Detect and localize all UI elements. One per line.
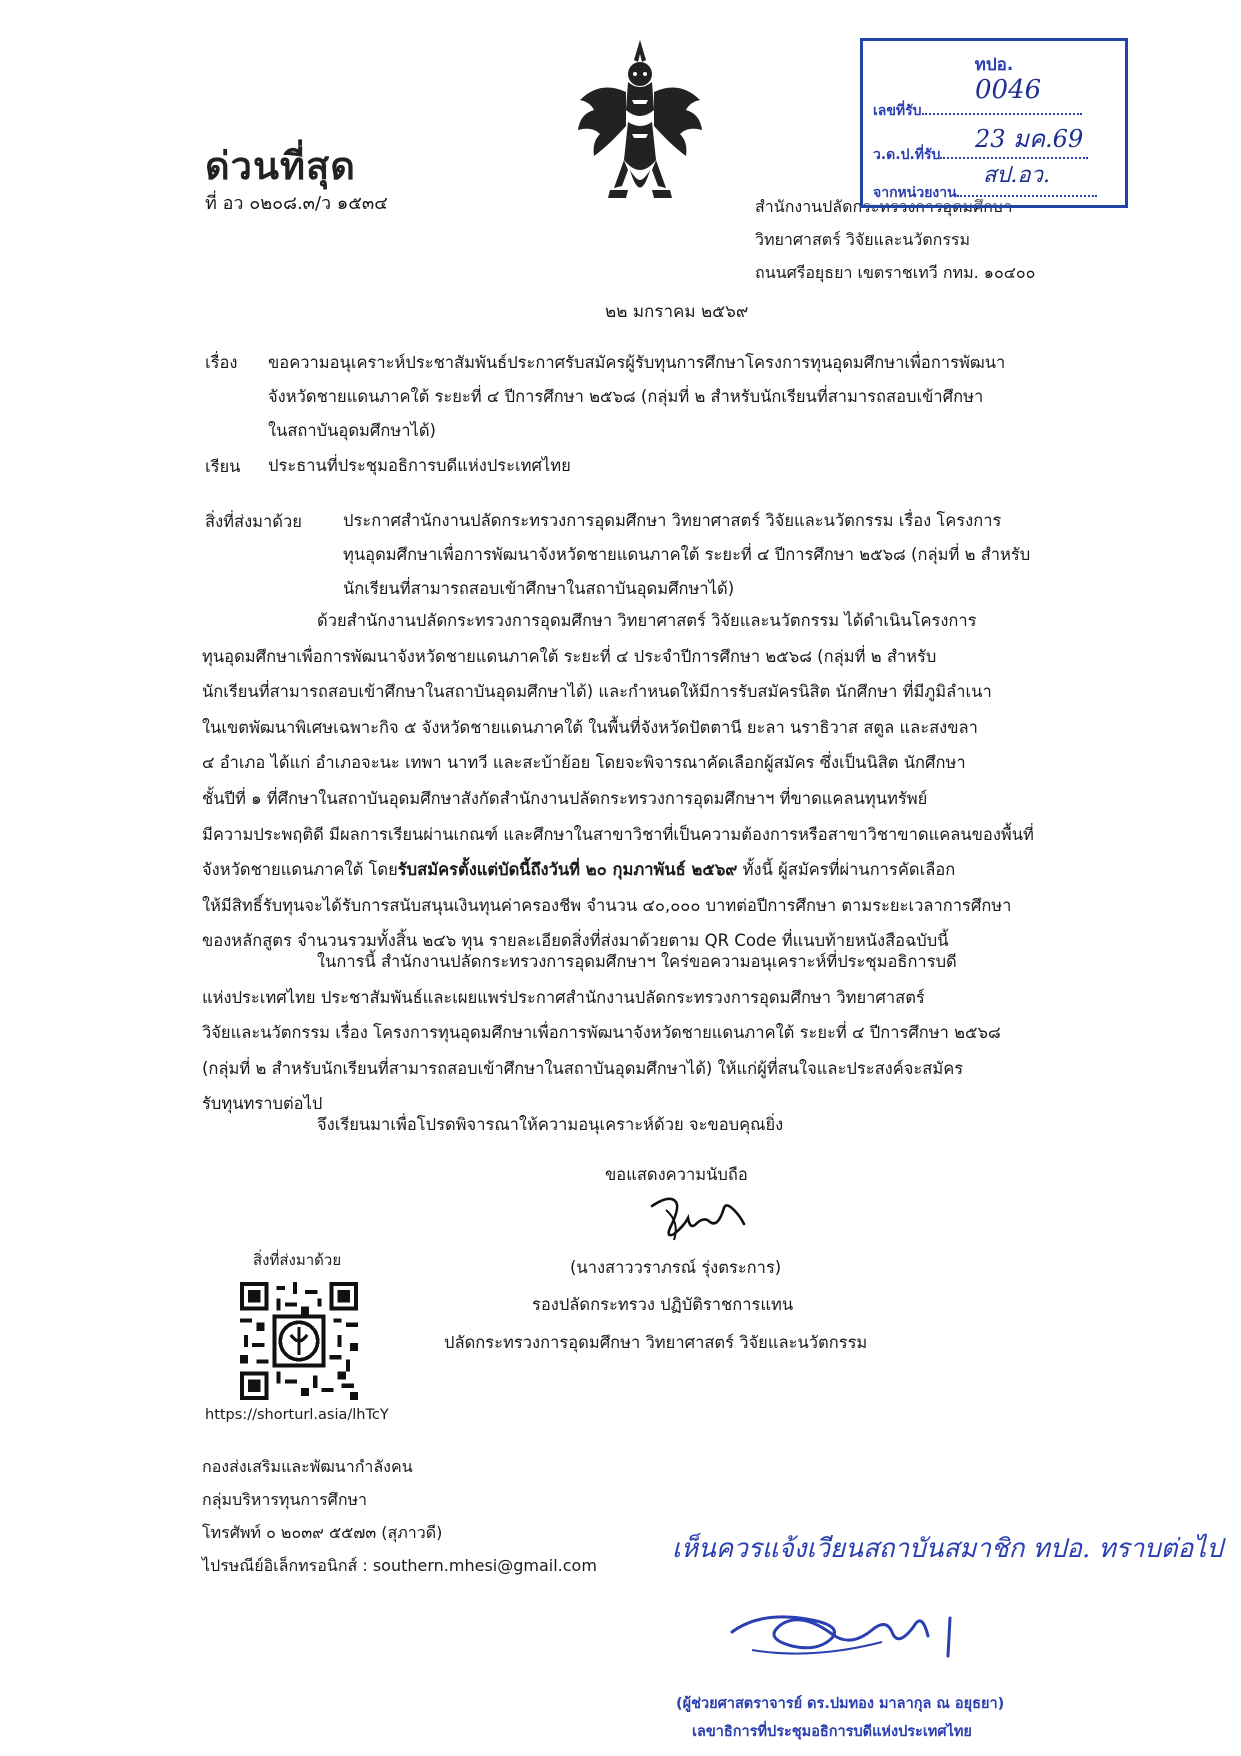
paragraph-line: ในเขตพัฒนาพิเศษเฉพาะกิจ ๕ จังหวัดชายแดนภาคใต้ ในพื้นที่จังหวัดปัตตานี ยะลา นราธิวาส สตูล และสงขลา bbox=[202, 717, 978, 737]
stamp-received-no-label: เลขที่รับ bbox=[873, 103, 922, 119]
qr-code-icon[interactable] bbox=[240, 1282, 358, 1400]
handwritten-instruction: เห็นควรแจ้งเวียนสถาบันสมาชิก ทปอ. ทราบต่อไป bbox=[672, 1534, 1223, 1564]
paragraph-line: ๔ อำเภอ ได้แก่ อำเภอจะนะ เทพา นาทวี และสะบ้าย้อย โดยจะพิจารณาคัดเลือกผู้สมัคร ซึ่งเป็นนิสิต นักศึกษา bbox=[202, 753, 966, 773]
closing-request: จึงเรียนมาเพื่อโปรดพิจารณาให้ความอนุเคราะห์ด้วย จะขอบคุณยิ่ง bbox=[317, 1115, 784, 1134]
enclosure-label: สิ่งที่ส่งมาด้วย bbox=[205, 512, 302, 531]
org-line: สำนักงานปลัดกระทรวงการอุดมศึกษา bbox=[755, 197, 1013, 216]
paragraph-line: นักเรียนที่สามารถสอบเข้าศึกษาในสถาบันอุดมศึกษาได้) และกำหนดให้มีการรับสมัครนิสิต นักศึกษา ที่มีภูมิลำเนา bbox=[202, 682, 992, 702]
subject-label: เรื่อง bbox=[205, 353, 238, 372]
enclosure-line: ทุนอุดมศึกษาเพื่อการพัฒนาจังหวัดชายแดนภาคใต้ ระยะที่ ๔ ปีการศึกษา ๒๕๖๘ (กลุ่มที่ ๒ สำหรับ bbox=[343, 545, 1031, 564]
paragraph-line-deadline bbox=[202, 852, 1092, 888]
respect-closing: ขอแสดงความนับถือ bbox=[605, 1165, 748, 1184]
org-line: วิทยาศาสตร์ วิจัยและนวัตกรรม bbox=[755, 230, 971, 249]
qr-url[interactable]: https://shorturl.asia/lhTcY bbox=[205, 1407, 389, 1423]
paragraph-line: (กลุ่มที่ ๒ สำหรับนักเรียนที่สามารถสอบเข้าศึกษาในสถาบันอุดมศึกษาได้) ให้แก่ผู้ที่สนใจและประสงค์จะสมัคร bbox=[202, 1058, 964, 1078]
paragraph-line: ของหลักสูตร จำนวนรวมทั้งสิ้น ๒๔๖ ทุน รายละเอียดสิ่งที่ส่งมาด้วยตาม QR Code ที่แนบท้ายหนังสือฉบับนี้ bbox=[202, 931, 949, 951]
contact-block bbox=[202, 1450, 597, 1582]
deadline-bold: รับสมัครตั้งแต่บัดนี้ถึงวันที่ ๒๐ กุมภาพันธ์ ๒๕๖๙ bbox=[397, 860, 738, 880]
enclosure-text bbox=[343, 504, 1030, 606]
subject-line: ในสถาบันอุดมศึกษาได้) bbox=[268, 421, 436, 440]
paragraph-line: ชั้นปีที่ ๑ ที่ศึกษาในสถาบันอุดมศึกษาสังกัดสำนักงานปลัดกระทรวงการอุดมศึกษาฯ ที่ขาดแคลนทุนทรัพย์ bbox=[202, 788, 928, 808]
stamp-received-no-value: 0046 bbox=[975, 75, 1042, 105]
org-line: ถนนศรีอยุธยา เขตราชเทวี กทม. ๑๐๔๐๐ bbox=[755, 263, 1036, 282]
deadline-suffix: ทั้งนี้ ผู้สมัครที่ผ่านการคัดเลือก bbox=[737, 860, 956, 880]
contact-line: กลุ่มบริหารทุนการศึกษา bbox=[202, 1490, 368, 1509]
signatory-title-1: รองปลัดกระทรวง ปฏิบัติราชการแทน bbox=[532, 1295, 794, 1314]
contact-line: ไปรษณีย์อิเล็กทรอนิกส์ : southern.mhesi@gmail.com bbox=[202, 1556, 597, 1575]
document-date: ๒๒ มกราคม ๒๕๖๙ bbox=[605, 302, 749, 322]
secretary-signature-mark bbox=[722, 1590, 982, 1672]
paragraph-line: ในการนี้ สำนักงานปลัดกระทรวงการอุดมศึกษาฯ ใคร่ขอความอนุเคราะห์ที่ประชุมอธิการบดี bbox=[317, 952, 957, 971]
stamp-date-value: 23 มค.69 bbox=[975, 125, 1084, 153]
paragraph-line: มีความประพฤติดี มีผลการเรียนผ่านเกณฑ์ และศึกษาในสาขาวิชาที่เป็นความต้องการหรือสาขาวิชาขาดแคลนของพื้นที่ bbox=[202, 824, 1034, 844]
paragraph-line: แห่งประเทศไทย ประชาสัมพันธ์และเผยแพร่ประกาศสำนักงานปลัดกระทรวงการอุดมศึกษา วิทยาศาสตร์ bbox=[202, 987, 925, 1007]
secretary-name: (ผู้ช่วยศาสตราจารย์ ดร.ปมทอง มาลากุล ณ อยุธยา) bbox=[676, 1696, 1005, 1712]
deadline-prefix: จังหวัดชายแดนภาคใต้ โดย bbox=[202, 860, 398, 880]
body-paragraph-2 bbox=[202, 944, 1092, 1122]
urgency-label: ด่วนที่สุด bbox=[205, 144, 356, 188]
enclosure-line: ประกาศสำนักงานปลัดกระทรวงการอุดมศึกษา วิทยาศาสตร์ วิจัยและนวัตกรรม เรื่อง โครงการ bbox=[343, 511, 1002, 530]
secretary-title: เลขาธิการที่ประชุมอธิการบดีแห่งประเทศไทย bbox=[692, 1724, 972, 1740]
garuda-emblem-icon bbox=[570, 30, 710, 210]
stamp-from-value: สป.อว. bbox=[983, 163, 1050, 188]
stamp-title: ทปอ. bbox=[974, 55, 1014, 75]
signatory-name: (นางสาววราภรณ์ รุ่งตระการ) bbox=[570, 1258, 782, 1277]
document-number: ที่ อว ๐๒๐๘.๓/ว ๑๕๓๔ bbox=[205, 193, 388, 214]
to-label: เรียน bbox=[205, 457, 241, 476]
paragraph-line: รับทุนทราบต่อไป bbox=[202, 1094, 323, 1114]
stamp-from-label: จากหน่วยงาน bbox=[873, 185, 957, 201]
to-value: ประธานที่ประชุมอธิการบดีแห่งประเทศไทย bbox=[268, 456, 571, 475]
contact-line: กองส่งเสริมและพัฒนากำลังคน bbox=[202, 1457, 413, 1476]
paragraph-line: ทุนอุดมศึกษาเพื่อการพัฒนาจังหวัดชายแดนภาคใต้ ระยะที่ ๔ ประจำปีการศึกษา ๒๕๖๘ (กลุ่มที่ ๒ สำหรับ bbox=[202, 646, 937, 666]
paragraph-line: ให้มีสิทธิ์รับทุนจะได้รับการสนับสนุนเงินทุนค่าครองชีพ จำนวน ๔๐,๐๐๐ บาทต่อปีการศึกษา ตามระยะเวลาการศึกษา bbox=[202, 895, 1012, 915]
paragraph-line: วิจัยและนวัตกรรม เรื่อง โครงการทุนอุดมศึกษาเพื่อการพัฒนาจังหวัดชายแดนภาคใต้ ระยะที่ ๔ ปีการศึกษา ๒๕๖๘ bbox=[202, 1023, 1001, 1043]
stamp-date-label: ว.ด.ป.ที่รับ bbox=[873, 147, 941, 163]
subject-line: ขอความอนุเคราะห์ประชาสัมพันธ์ประกาศรับสมัครผู้รับทุนการศึกษาโครงการทุนอุดมศึกษาเพื่อการพัฒนา bbox=[268, 353, 1006, 372]
subject-line: จังหวัดชายแดนภาคใต้ ระยะที่ ๔ ปีการศึกษา ๒๕๖๘ (กลุ่มที่ ๒ สำหรับนักเรียนที่สามารถสอบเข้าศึกษา bbox=[268, 387, 984, 406]
signatory-title-2: ปลัดกระทรวงการอุดมศึกษา วิทยาศาสตร์ วิจัยและนวัตกรรม bbox=[444, 1333, 868, 1352]
enclosure-line: นักเรียนที่สามารถสอบเข้าศึกษาในสถาบันอุดมศึกษาได้) bbox=[343, 579, 735, 598]
received-stamp bbox=[860, 38, 1128, 208]
body-paragraph-1 bbox=[202, 603, 1092, 959]
subject-text bbox=[268, 346, 1088, 448]
qr-caption: สิ่งที่ส่งมาด้วย bbox=[253, 1251, 342, 1269]
signature-mark bbox=[640, 1188, 750, 1246]
paragraph-line: ด้วยสำนักงานปลัดกระทรวงการอุดมศึกษา วิทยาศาสตร์ วิจัยและนวัตกรรม ได้ดำเนินโครงการ bbox=[317, 611, 977, 630]
contact-line: โทรศัพท์ ๐ ๒๐๓๙ ๕๕๗๓ (สุภาวดี) bbox=[202, 1523, 443, 1542]
